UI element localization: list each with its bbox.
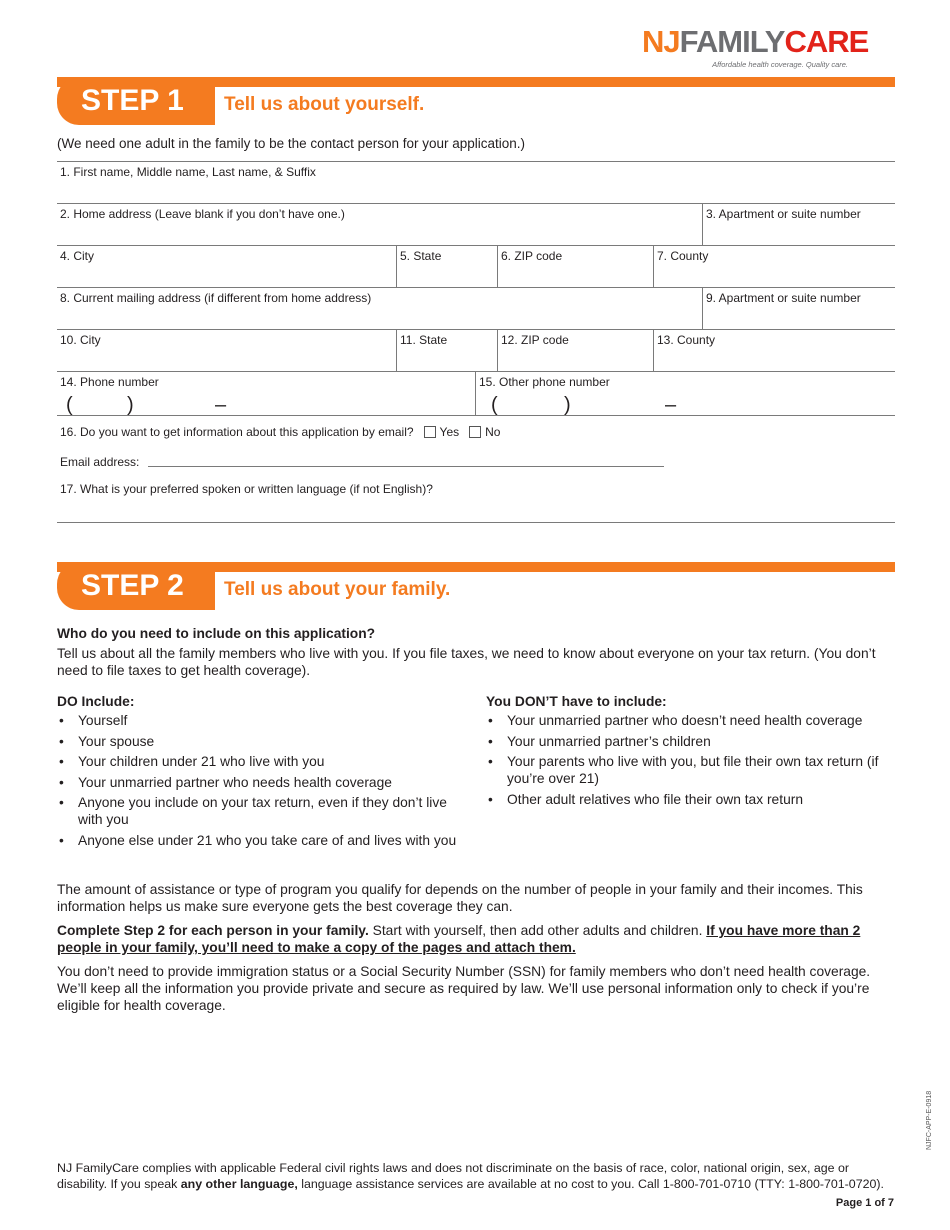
- mailing-county-label: 13. County: [657, 333, 716, 347]
- state-field[interactable]: [396, 246, 497, 287]
- dont-include-list: [486, 712, 898, 808]
- language-field-line[interactable]: [57, 522, 895, 523]
- list-item: • Yourself: [57, 712, 457, 729]
- mailing-address-label: 8. Current mailing address (if different from home address): [60, 291, 372, 305]
- phone-area-close: ): [127, 394, 134, 416]
- complete-step2-plain: Start with yourself, then add other adults and children.: [368, 923, 707, 938]
- form-row-4: [57, 287, 895, 329]
- mailing-apt-label: 9. Apartment or suite number: [706, 291, 861, 305]
- city-label: 4. City: [60, 249, 95, 263]
- mailing-address-field[interactable]: [57, 288, 702, 329]
- do-include-list: [57, 712, 457, 849]
- step2-para-privacy: You don’t need to provide immigration status or a Social Security Number (SSN) for family members who don’t need health coverage. We’ll keep all the information you provide private and secure as required by law. We’ll use personal information only to check if you’re eligible for health coverage.: [57, 964, 871, 1013]
- full-name-field[interactable]: [57, 162, 895, 203]
- list-item: • Your children under 21 who live with you: [57, 753, 457, 770]
- other-phone-area-open: (: [491, 394, 498, 416]
- email-yes-checkbox[interactable]: [424, 426, 436, 438]
- email-no-label: No: [485, 425, 501, 439]
- form-row-6: [57, 371, 895, 416]
- nj-familycare-logo: [642, 26, 894, 72]
- civil-rights-notice: [57, 1160, 887, 1192]
- state-label: 5. State: [400, 249, 442, 263]
- mailing-zip-label: 12. ZIP code: [501, 333, 569, 347]
- zip-label: 6. ZIP code: [501, 249, 563, 263]
- city-field[interactable]: [57, 246, 396, 287]
- other-phone-field[interactable]: [475, 372, 895, 415]
- other-phone-label: 15. Other phone number: [479, 375, 610, 389]
- mailing-zip-field[interactable]: [497, 330, 653, 371]
- form-row-2: [57, 203, 895, 245]
- home-apt-label: 3. Apartment or suite number: [706, 207, 861, 221]
- county-label: 7. County: [657, 249, 709, 263]
- mailing-apt-field[interactable]: [702, 288, 895, 329]
- do-include-title: DO Include:: [57, 694, 135, 709]
- complete-step2-underline: If you have more than 2 people in your family, you’ll need to make a copy of the pages and attach them.: [57, 923, 861, 955]
- logo-nj: NJ: [642, 24, 680, 59]
- step2-para-assistance: The amount of assistance or type of program you qualify for depends on the number of people in your family and their incomes. This information helps us make sure everyone gets the best coverage they can.: [57, 882, 863, 914]
- list-item: • Other adult relatives who file their own tax return: [486, 791, 898, 808]
- page-number: Page 1 of 7: [835, 1197, 894, 1209]
- county-field[interactable]: [653, 246, 895, 287]
- complete-step2-bold: Complete Step 2 for each person in your family.: [57, 923, 369, 938]
- email-address-input[interactable]: [148, 466, 664, 467]
- phone-field[interactable]: [57, 372, 475, 415]
- step2-title: Tell us about your family.: [224, 579, 451, 600]
- full-name-label: 1. First name, Middle name, Last name, & Suffix: [60, 165, 316, 179]
- form-code: NJFC-APP-E-0918: [926, 1090, 933, 1150]
- list-item: • Your parents who live with you, but file their own tax return (if you’re over 21): [486, 753, 898, 787]
- zip-field[interactable]: [497, 246, 653, 287]
- logo-wordmark: [642, 26, 868, 58]
- phone-area-open: (: [66, 394, 73, 416]
- logo-family: FAMILY: [679, 24, 785, 59]
- phone-label: 14. Phone number: [60, 375, 159, 389]
- step1-note: (We need one adult in the family to be the contact person for your application.): [57, 136, 526, 151]
- list-item: • Your unmarried partner who doesn’t need health coverage: [486, 712, 898, 729]
- home-address-field[interactable]: [57, 204, 702, 245]
- home-address-label: 2. Home address (Leave blank if you don’t have one.): [60, 207, 345, 221]
- logo-tagline: Affordable health coverage. Quality care.: [712, 60, 848, 69]
- step1-title: Tell us about yourself.: [224, 94, 425, 115]
- list-item: • Your unmarried partner who needs health coverage: [57, 774, 457, 791]
- form-row-5: [57, 329, 895, 371]
- email-address-label: Email address:: [60, 455, 140, 469]
- step2-para-complete: [57, 922, 895, 956]
- notice-text-a: NJ FamilyCare complies with applicable Federal civil rights laws and does not discriminate on the basis of race, color, national origin, sex, age or disability. If you speak: [57, 1161, 849, 1191]
- notice-text-bold: any other language,: [180, 1177, 298, 1191]
- logo-care: CARE: [784, 24, 869, 59]
- dont-include-title: You DON’T have to include:: [486, 694, 667, 709]
- home-apt-field[interactable]: [702, 204, 895, 245]
- step2-question: Who do you need to include on this application?: [57, 626, 376, 641]
- step2-tab: STEP 2: [57, 562, 215, 610]
- email-question: [60, 425, 500, 439]
- form-row-3: [57, 245, 895, 287]
- email-yes-label: Yes: [439, 425, 460, 439]
- list-item: • Anyone else under 21 who you take care of and lives with you: [57, 832, 457, 849]
- list-item: • Your unmarried partner’s children: [486, 733, 898, 750]
- step2-intro: Tell us about all the family members who live with you. If you file taxes, we need to know about everyone on your tax return. (You don’t need to file taxes to get health coverage).: [57, 646, 876, 678]
- email-question-label: 16. Do you want to get information about this application by email?: [60, 425, 414, 439]
- list-item: • Your spouse: [57, 733, 457, 750]
- dont-include-column: [486, 693, 898, 811]
- form-row-1: [57, 161, 895, 203]
- other-phone-dash: –: [665, 394, 677, 416]
- mailing-city-field[interactable]: [57, 330, 396, 371]
- mailing-state-field[interactable]: [396, 330, 497, 371]
- do-include-column: [57, 693, 457, 852]
- notice-text-b: language assistance services are available at no cost to you. Call 1-800-701-0710 (TTY: 1-800-701-0720).: [297, 1177, 884, 1191]
- mailing-county-field[interactable]: [653, 330, 895, 371]
- mailing-state-label: 11. State: [400, 333, 448, 347]
- phone-dash: –: [215, 394, 227, 416]
- language-label: 17. What is your preferred spoken or written language (if not English)?: [60, 482, 433, 496]
- list-item: • Anyone you include on your tax return, even if they don’t live with you: [57, 794, 457, 828]
- other-phone-area-close: ): [564, 394, 571, 416]
- step1-tab: STEP 1: [57, 77, 215, 125]
- mailing-city-label: 10. City: [60, 333, 101, 347]
- email-no-checkbox[interactable]: [469, 426, 481, 438]
